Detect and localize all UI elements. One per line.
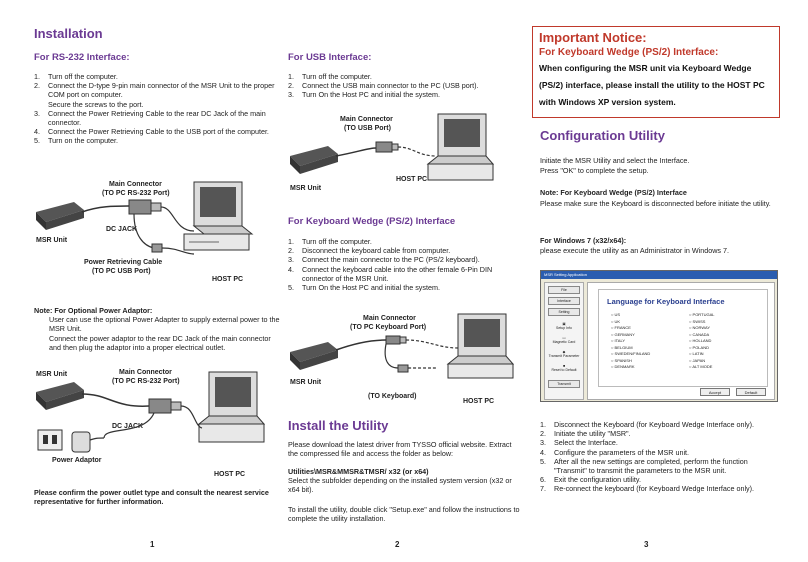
- language-option[interactable]: ○ US: [611, 312, 689, 318]
- fig3-main-connector: Main Connector: [340, 116, 393, 123]
- accept-button[interactable]: Accept: [700, 388, 730, 396]
- list-item: 5. Turn On the Host PC and initial the system.: [288, 283, 440, 293]
- language-option[interactable]: ○ HOLLAND: [689, 338, 767, 344]
- language-option[interactable]: ○ POLAND: [689, 345, 767, 351]
- configuration-heading: Configuration Utility: [540, 128, 665, 143]
- fig2-power-adaptor: Power Adaptor: [52, 457, 102, 464]
- language-option[interactable]: ○ UK: [611, 319, 689, 325]
- note-title: Note: For Optional Power Adaptor:: [34, 306, 153, 315]
- list-item: 4. Connect the keyboard cable into the other female 6-Pin DIN connector of the MSR Unit.: [288, 264, 493, 283]
- card-icon: ▭: [562, 336, 566, 340]
- interface-button[interactable]: Interface: [548, 297, 580, 305]
- notice-title: Important Notice:: [539, 30, 647, 45]
- fig4-host-pc: HOST PC: [463, 398, 495, 405]
- list-item: 1. Disconnect the Keyboard (for Keyboard Wedge Interface only).: [540, 420, 755, 429]
- notice-text: When configuring the MSR unit via Keyboard Wedge (PS/2) interface, please install the utility to the HOST PC with Windows XP version system.: [539, 63, 765, 107]
- fig4-to-keyboard: (TO Keyboard): [368, 393, 417, 400]
- default-button[interactable]: Default: [736, 388, 766, 396]
- fig1-dc-jack: DC JACK: [106, 226, 138, 233]
- confirm-text: Please confirm the power outlet type and consult the nearest service representative for further information.: [34, 488, 269, 507]
- setting-button[interactable]: Setting: [548, 308, 580, 316]
- list-item: 2. Connect the D-type 9-pin main connector of the MSR Unit to the proper COM port on computer. Secure the screws to the port.: [34, 81, 275, 109]
- notice-subtitle: For Keyboard Wedge (PS/2) Interface:: [539, 47, 719, 58]
- rs232-heading: For RS-232 Interface:: [34, 52, 130, 63]
- fig1-msr-unit: MSR Unit: [36, 237, 68, 244]
- magnetic-card-item[interactable]: ▭ Magnetic Card: [552, 336, 576, 344]
- reset-default-item[interactable]: ■ Reset to Default: [551, 364, 577, 372]
- important-notice-box: [532, 26, 780, 118]
- setup-info-item[interactable]: ▣ Setup Info: [556, 322, 572, 330]
- usb-connector-icon: [376, 142, 398, 152]
- page-number-2: 2: [395, 540, 400, 549]
- db9-connector-icon: [149, 399, 181, 413]
- list-item: 3. Turn On the Host PC and initial the system.: [288, 90, 440, 100]
- fig4-to-pc-kb: (TO PC Keyboard Port): [350, 324, 427, 331]
- host-pc-icon: [448, 314, 513, 378]
- host-pc-icon: [184, 182, 252, 250]
- ps2-connector-icon: [386, 336, 406, 344]
- msr-unit-icon: [290, 342, 338, 370]
- list-item: 2. Connect the USB main connector to the PC (USB port).: [288, 81, 479, 91]
- language-title: Language for Keyboard Interface: [607, 297, 725, 306]
- fig1-host-pc: HOST PC: [212, 276, 244, 283]
- fig2-host-pc: HOST PC: [214, 471, 246, 478]
- rs232-diagram: [34, 176, 284, 291]
- language-option[interactable]: ○ ALT MODE: [689, 364, 767, 370]
- language-option[interactable]: ○ PORTUGAL: [689, 312, 767, 318]
- install-path: Utilities\MSR&MMSR&TMSR/ x32 (or x64): [288, 467, 429, 476]
- list-item: 7. Re-connect the keyboard (for Keyboard Wedge Interface only).: [540, 484, 755, 494]
- language-options: [599, 312, 767, 370]
- install-paragraph-2: Select the subfolder depending on the installed system version (x32 or x64 bit).: [288, 476, 512, 495]
- page-number-3: 3: [644, 540, 649, 549]
- window-buttons: [700, 388, 766, 396]
- fig4-main-connector: Main Connector: [363, 315, 416, 322]
- note-line-2: Connect the power adaptor to the rear DC Jack of the main connector and then plug the adaptor into a proper electrical outlet.: [49, 333, 271, 352]
- language-option[interactable]: ○ GERMANY: [611, 332, 689, 338]
- fig2-dc-jack: DC JACK: [112, 423, 144, 430]
- installation-title: Installation: [34, 26, 103, 41]
- floppy-icon: ▣: [562, 322, 566, 326]
- usb-heading: For USB Interface:: [288, 52, 372, 63]
- fig1-to-pc-usb: (TO PC USB Port): [92, 268, 151, 275]
- window-main-panel: [587, 282, 775, 400]
- list-item: 3. Connect the Power Retrieving Cable to the rear DC Jack of the main connector.: [34, 108, 266, 128]
- language-option[interactable]: ○ CANADA: [689, 332, 767, 338]
- fig3-msr-unit: MSR Unit: [290, 185, 322, 192]
- file-button[interactable]: File: [548, 286, 580, 294]
- keyboard-wedge-heading: For Keyboard Wedge (PS/2) Interface: [288, 216, 456, 227]
- list-item: 3. Connect the main connector to the PC (PS/2 keyboard).: [288, 255, 480, 265]
- power-adaptor-diagram: [34, 366, 284, 481]
- install-paragraph-1: Please download the latest driver from TYSSO official website. Extract the compressed file and access the folder as below:: [288, 440, 512, 459]
- language-group: [598, 289, 768, 387]
- optional-power-note: [34, 306, 284, 352]
- list-item: 6. Exit the configuration utility.: [540, 475, 641, 485]
- language-option[interactable]: ○ SPANISH: [611, 358, 689, 364]
- page-number-1: 1: [150, 540, 155, 549]
- language-option[interactable]: ○ BELGIUM: [611, 345, 689, 351]
- language-option[interactable]: ○ NORWAY: [689, 325, 767, 331]
- fig2-main-connector: Main Connector: [119, 369, 172, 376]
- list-item: 2. Initiate the utility "MSR".: [540, 429, 631, 439]
- list-item: 1. Turn off the computer.: [34, 72, 118, 81]
- config-line-2: Press "OK" to complete the setup.: [540, 166, 649, 175]
- keyboard-wedge-steps: [288, 237, 520, 292]
- win7-title: For Windows 7 (x32/x64):: [540, 236, 627, 245]
- fig1-to-pc-rs232: (TO PC RS-232 Port): [102, 190, 170, 197]
- note-line-1: User can use the optional Power Adapter to supply external power to the MSR Unit.: [49, 315, 280, 334]
- list-item: 5. Turn on the computer.: [34, 136, 119, 146]
- list-item: 4. Configure the parameters of the MSR unit.: [540, 447, 690, 457]
- install-paragraph-3: To install the utility, double click "Setup.exe" and follow the instructions to complete the utility installation.: [288, 505, 520, 524]
- utility-screenshot: [540, 270, 778, 402]
- config-line-1: Initiate the MSR Utility and select the Interface.: [540, 156, 690, 165]
- host-pc-icon: [428, 114, 493, 180]
- msr-unit-icon: [290, 146, 338, 174]
- rs232-steps: [34, 72, 282, 146]
- language-option[interactable]: ○ DENMARK: [611, 364, 689, 370]
- fig4-msr-unit: MSR Unit: [290, 379, 322, 386]
- fig2-to-pc-rs232: (TO PC RS-232 Port): [112, 378, 180, 385]
- host-pc-icon: [199, 372, 264, 442]
- kw-note-title: Note: For Keyboard Wedge (PS/2) Interface: [540, 188, 687, 197]
- list-item: 1. Turn off the computer.: [288, 72, 372, 81]
- language-option[interactable]: ○ SWEDEN/FINLAND: [611, 351, 689, 357]
- msr-unit-icon: [36, 382, 84, 410]
- list-item: 3. Select the Interface.: [540, 438, 618, 448]
- fig1-main-connector: Main Connector: [109, 181, 162, 188]
- configuration-steps: [540, 420, 778, 494]
- transmit-button[interactable]: Transmit: [548, 380, 580, 388]
- window-titlebar: MSR Setting Application: [541, 271, 777, 279]
- power-adaptor-icon: [72, 432, 90, 452]
- language-option[interactable]: ○ JAPAN: [689, 358, 767, 364]
- usb-steps: [288, 72, 520, 100]
- fig3-to-usb: (TO USB Port): [344, 125, 391, 132]
- db9-connector-icon: [129, 200, 161, 214]
- keyboard-wedge-diagram: [288, 310, 520, 410]
- list-item: 1. Turn off the computer.: [288, 237, 372, 246]
- list-item: 2. Disconnect the keyboard cable from computer.: [288, 246, 451, 256]
- language-option[interactable]: ○ SWISS: [689, 319, 767, 325]
- fig1-power-cable: Power Retrieving Cable: [84, 259, 163, 266]
- window-sidebar: [544, 282, 584, 400]
- language-option[interactable]: ○ FRANCE: [611, 325, 689, 331]
- install-utility-heading: Install the Utility: [288, 418, 389, 433]
- usb-diagram: [288, 108, 520, 198]
- list-item: 4. Connect the Power Retrieving Cable to the USB port of the computer.: [34, 127, 269, 137]
- transmit-parameter-item[interactable]: ◆ Transmit Parameter: [548, 350, 580, 358]
- language-option[interactable]: ○ LATIN: [689, 351, 767, 357]
- msr-unit-icon: [36, 202, 84, 230]
- power-outlet-icon: [38, 430, 62, 450]
- list-item: 5. After all the new settings are completed, perform the function "Transmit" to transmit the parameters to the MSR unit.: [540, 456, 748, 476]
- transmit-icon: ◆: [562, 350, 566, 354]
- kw-note-text: Please make sure the Keyboard is disconnected before initiate the utility.: [540, 199, 771, 208]
- language-option[interactable]: ○ ITALY: [611, 338, 689, 344]
- fig2-msr-unit: MSR Unit: [36, 371, 68, 378]
- reset-icon: ■: [562, 364, 566, 368]
- win7-text: please execute the utility as an Administrator in Windows 7.: [540, 246, 729, 255]
- fig3-host-pc: HOST PC: [396, 176, 428, 183]
